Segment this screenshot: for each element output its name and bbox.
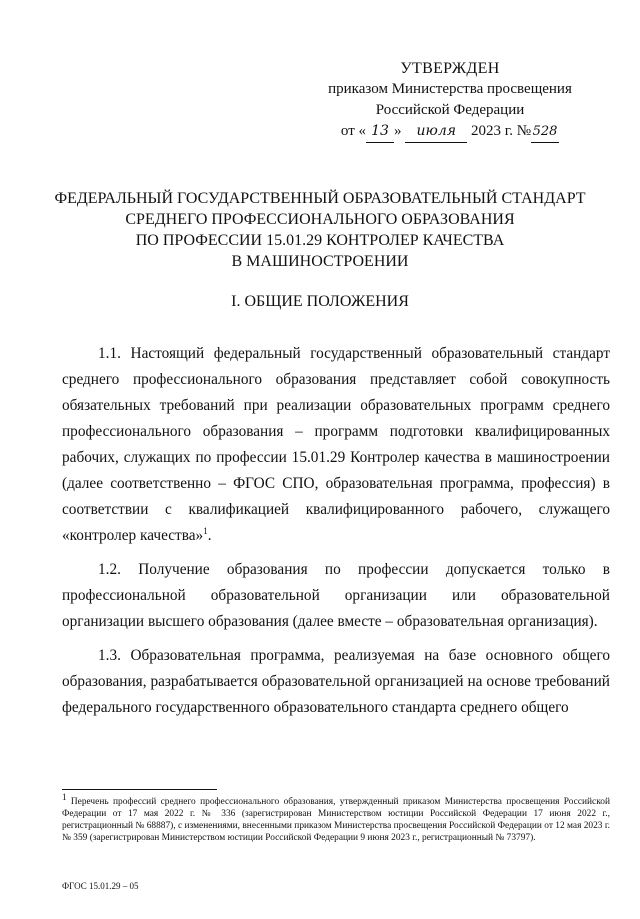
footnote-mark: 1 [62, 791, 67, 802]
approval-block [300, 58, 600, 143]
footnote-divider [62, 789, 217, 790]
title-line-1: ФЕДЕРАЛЬНЫЙ ГОСУДАРСТВЕННЫЙ ОБРАЗОВАТЕЛЬНЫЙ СТАНДАРТ [54, 190, 586, 207]
document-title [40, 188, 600, 272]
title-line-2: СРЕДНЕГО ПРОФЕССИОНАЛЬНОГО ОБРАЗОВАНИЯ [125, 211, 515, 228]
footnote-text: Перечень профессий среднего профессионального образования, утвержденный приказом Министерства просвещения Российской Федерации от 17 мая 2022 г. № 336 (зарегистрирован Министерством юстиции Российской Федерации 17 июня 2022 г., регистрационный № 68887), с изменениями, внесенными приказом Министерства просвещения Российской Федерации от 12 мая 2023 г. № 359 (зарегистрирован Министерством юстиции Российской Федерации 9 июня 2023 г., регистрационный № 73797). [62, 797, 610, 843]
paragraph-1-1-end: . [207, 527, 212, 544]
handwritten-order-number: 528 [531, 121, 559, 143]
date-mid: » [394, 123, 402, 139]
title-line-3: ПО ПРОФЕССИИ 15.01.29 КОНТРОЛЕР КАЧЕСТВА [135, 232, 505, 249]
date-prefix: от « [340, 123, 367, 139]
approval-heading: УТВЕРЖДЕН [400, 60, 500, 77]
approval-line-2: Российской Федерации [375, 102, 525, 118]
paragraph-1-3: 1.3. Образовательная программа, реализуемая на базе основного общего образования, разрабатывается образовательной организацией на основе требований федерального государственного образовательного стандарта среднего общего [62, 647, 610, 716]
section-heading: I. ОБЩИЕ ПОЛОЖЕНИЯ [231, 293, 409, 310]
footnote [62, 791, 610, 844]
footnote-reference: 1 [203, 525, 208, 536]
paragraph-1-1 [62, 341, 610, 549]
paragraph-1-1-text: 1.1. Настоящий федеральный государственный образовательный стандарт среднего профессионального образования представляет собой совокупность обязательных требований при реализации образовательных программ среднего профессионального образования – программ подготовки квалифицированных рабочих, служащих по профессии 15.01.29 Контролер качества в машиностроении (далее соответственно – ФГОС СПО, образовательная программа, профессия) в соответствии с квалификацией квалифицированного рабочего, служащего «контролер качества» [62, 345, 610, 544]
document-body [62, 341, 610, 729]
approval-date-line [300, 121, 600, 143]
page-footer: ФГОС 15.01.29 – 05 [62, 881, 139, 891]
handwritten-month: июля [405, 121, 467, 143]
handwritten-day: 13 [366, 121, 394, 143]
title-line-4: В МАШИНОСТРОЕНИИ [231, 253, 409, 270]
paragraph-1-2: 1.2. Получение образования по профессии допускается только в профессиональной образовательной организации или образовательной организации высшего образования (далее вместе – образовательная организация). [62, 561, 610, 630]
approval-line-1: приказом Министерства просвещения [328, 81, 572, 97]
date-year: 2023 г. № [471, 123, 532, 139]
